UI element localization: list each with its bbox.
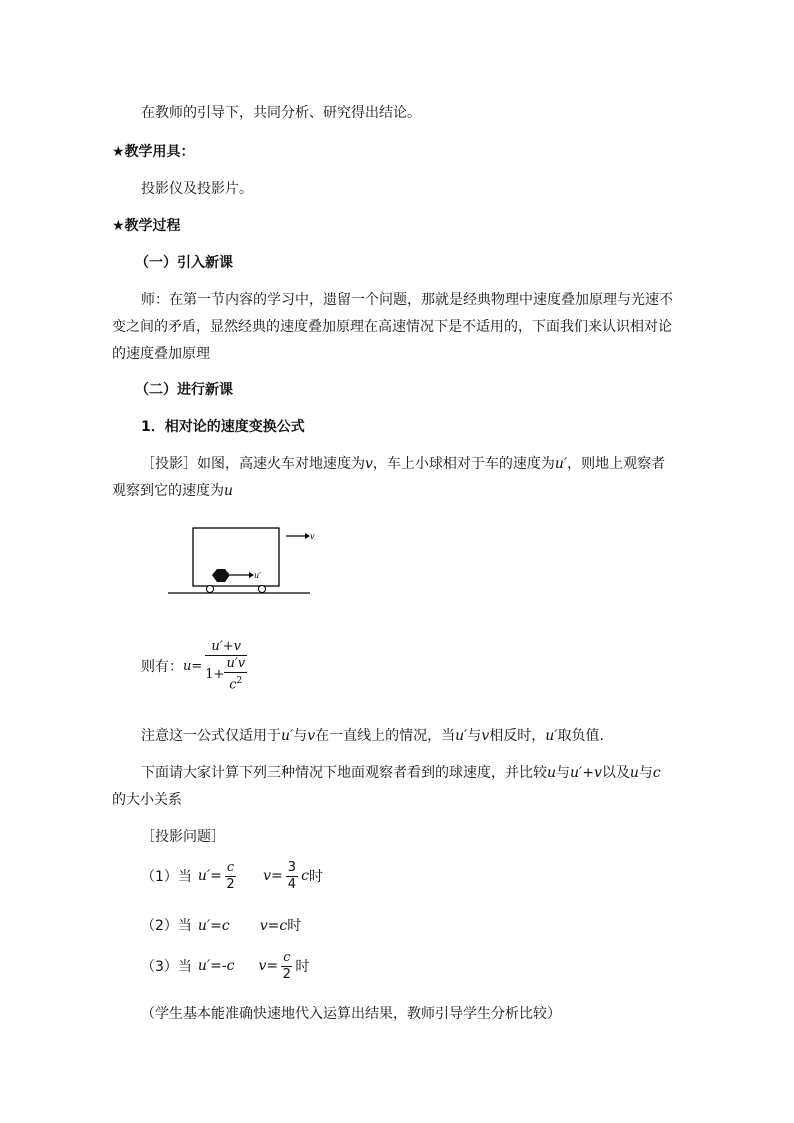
train-diagram: [160, 518, 330, 608]
section-intro-heading: （一）引入新课: [135, 255, 233, 271]
intro-paragraph-line-3: 的速度叠加原理: [112, 346, 210, 362]
train-car: [193, 528, 279, 586]
task-line-2: 的大小关系: [112, 792, 182, 808]
main-fraction: u′+v 1+ $\frac{u'v}{c^2}$: [205, 638, 246, 693]
heading-teaching-process: ★教学过程: [112, 218, 181, 234]
section-new-lesson-heading: （二）进行新课: [135, 382, 233, 398]
subsection-velocity-formula: 1．相对论的速度变换公式: [141, 419, 305, 435]
velocity-formula: 则有： u= u′+v 1+ $\frac{u'v}{c^2}$: [141, 638, 246, 693]
label-u-prime: u′: [254, 571, 261, 580]
case-2: （2）当 u′=c v=c时: [141, 918, 302, 934]
case-1: （1）当 u′ = $\frac{c}{2}$ v= $\frac{3}{4}$ c 时: [141, 859, 323, 892]
projection-line-2: 观察到它的速度为u: [112, 483, 234, 499]
heading-teaching-tools: ★教学用具：: [112, 144, 195, 160]
case-3: （3）当 u′ =-c v= $\frac{c}{2}$ 时: [141, 949, 310, 982]
right-wheel: [259, 586, 266, 593]
label-v: v: [310, 532, 315, 541]
task-line-1: 下面请大家计算下列三种情况下地面观察者看到的球速度，并比较u与u′+v以及u与c: [141, 765, 661, 781]
tools-text: 投影仪及投影片。: [141, 181, 253, 197]
left-wheel: [207, 586, 214, 593]
closing-remark: （学生基本能准确快速地代入运算出结果，教师引导学生分析比较）: [141, 1006, 561, 1022]
intro-paragraph-line-1: 师：在第一节内容的学习中，遗留一个问题，那就是经典物理中速度叠加原理与光速不: [141, 292, 673, 308]
projection-problem-label: ［投影问题］: [141, 829, 225, 845]
projection-line-1: ［投影］如图，高速火车对地速度为v，车上小球相对于车的速度为u′，则地上观察者: [141, 456, 666, 472]
note-paragraph: 注意这一公式仅适用于u′与v在一直线上的情况，当u′与v相反时，u′取负值.: [141, 728, 604, 744]
intro-paragraph-line-2: 变之间的矛盾，显然经典的速度叠加原理在高速情况下是不适用的，下面我们来认识相对论: [112, 319, 672, 335]
method-text: 在教师的引导下，共同分析、研究得出结论。: [141, 105, 421, 121]
ball-icon: [212, 569, 230, 582]
